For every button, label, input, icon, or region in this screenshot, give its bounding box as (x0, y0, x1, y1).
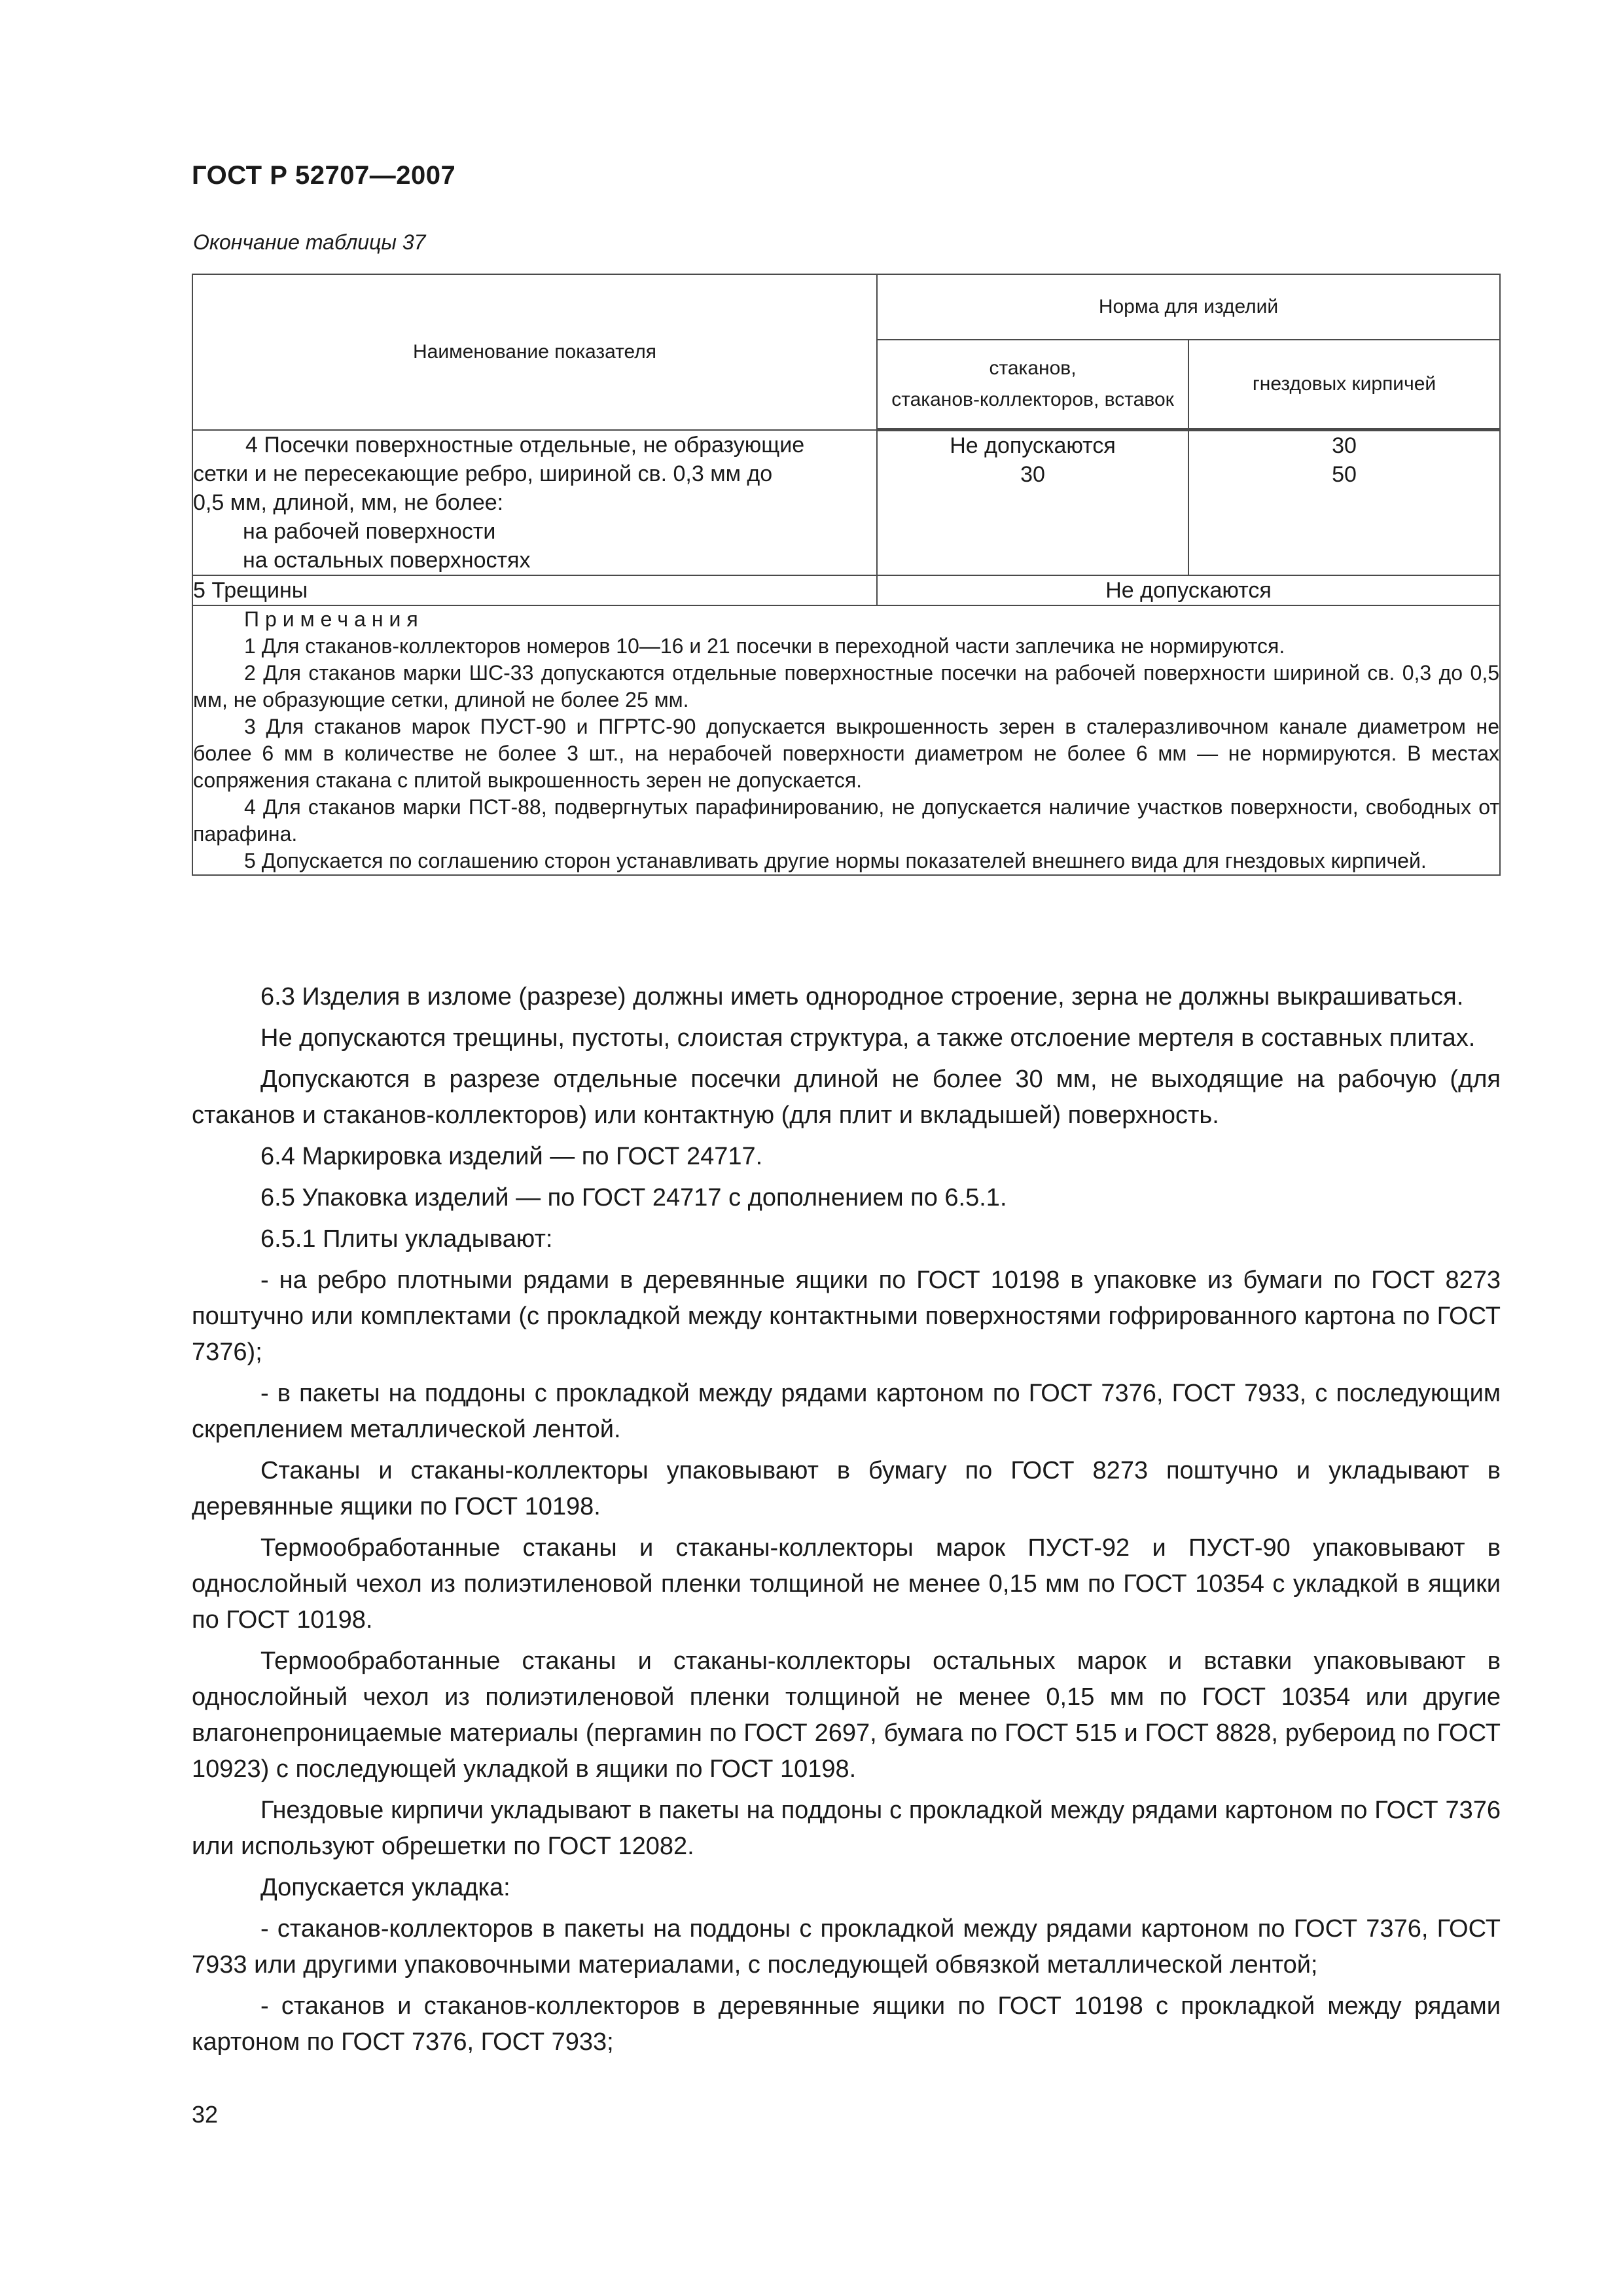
page-number: 32 (192, 2101, 219, 2128)
paragraph: 6.3 Изделия в изломе (разрезе) должны иметь однородное строение, зерна не должны выкрашиваться. (260, 983, 1464, 1011)
paragraph: Допускаются в разрезе отдельные посечки длиной не более 30 мм, не выходящие на рабочую (для стаканов и стаканов-коллекторов) или контактную (для плит и вкладышей) поверхность. (192, 1066, 1501, 1129)
paragraph: Гнездовые кирпичи укладывают в пакеты на поддоны с прокладкой между рядами картоном по ГОСТ 7376 или используют обрешетки по ГОСТ 12082. (192, 1797, 1501, 1860)
row5-value: Не допускаются (877, 575, 1500, 605)
paragraph: Термообработанные стаканы и стаканы-коллекторы марок ПУСТ-92 и ПУСТ-90 упаковывают в однослойный чехол из полиэтиленовой пленки толщиной не менее 0,15 мм по ГОСТ 10354 с укладкой в ящики по ГОСТ 10198. (192, 1534, 1501, 1634)
header-glasses (877, 340, 1188, 430)
notes-title: Примечания (244, 607, 424, 631)
header-indicator-name: Наименование показателя (192, 274, 877, 430)
row5-indicator: 5 Трещины (192, 575, 877, 605)
paragraph: Не допускаются трещины, пустоты, слоистая структура, а также отслоение мертеля в составных плитах. (260, 1024, 1476, 1052)
row4-bricks-working: 30 (1332, 433, 1357, 458)
paragraph: 6.5 Упаковка изделий — по ГОСТ 24717 с дополнением по 6.5.1. (260, 1184, 1007, 1211)
paragraph: - в пакеты на поддоны с прокладкой между рядами картоном по ГОСТ 7376, ГОСТ 7933, с последующим скреплением металлической лентой. (192, 1380, 1501, 1443)
note-item: 1 Для стаканов-коллекторов номеров 10—16 и 21 посечки в переходной части заплечика не нормируются. (244, 634, 1285, 658)
header-glasses-line2: стаканов-коллекторов, вставок (891, 389, 1174, 410)
paragraph: - стаканов и стаканов-коллекторов в деревянные ящики по ГОСТ 10198 с прокладкой между рядами картоном по ГОСТ 7376, ГОСТ 7933; (192, 1992, 1501, 2056)
paragraph: Термообработанные стаканы и стаканы-коллекторы остальных марок и вставки упаковывают в однослойный чехол из полиэтиленовой пленки толщиной не менее 0,15 мм по ГОСТ 10354 или другие влагонепроницаемые материалы (пергамин по ГОСТ 2697, бумага по ГОСТ 515 и ГОСТ 8828, рубероид по ГОСТ 10923) с последующей укладкой в ящики по ГОСТ 10198. (192, 1647, 1501, 1783)
paragraph: - стаканов-коллекторов в пакеты на поддоны с прокладкой между рядами картоном по ГОСТ 7376, ГОСТ 7933 или другими упаковочными материалами, с последующей обвязкой металлической лентой; (192, 1915, 1501, 1979)
notes-row (192, 605, 1500, 875)
table-row (192, 575, 1500, 605)
paragraph: 6.5.1 Плиты укладывают: (260, 1225, 553, 1253)
row4-line: на остальных поверхностях (243, 547, 531, 573)
note-item: 2 Для стаканов марки ШС-33 допускаются отдельные поверхностные посечки на рабочей поверхности шириной св. 0,3 до 0,5 мм, не образующие сетки, длиной не более 25 мм. (193, 660, 1499, 711)
note-item: 5 Допускается по соглашению сторон устанавливать другие нормы показателей внешнего вида для гнездовых кирпичей. (244, 848, 1427, 872)
row4-glasses-working: Не допускаются (950, 433, 1116, 458)
paragraph: Стаканы и стаканы-коллекторы упаковывают в бумагу по ГОСТ 8273 поштучно и укладывают в деревянные ящики по ГОСТ 10198. (192, 1457, 1501, 1520)
note-item: 4 Для стаканов марки ПСТ-88, подвергнутых парафинированию, не допускается наличие участков поверхности, свободных от парафина. (193, 795, 1499, 846)
row4-line: 4 Посечки поверхностные отдельные, не образующие (245, 432, 805, 457)
table-caption: Окончание таблицы 37 (193, 230, 426, 254)
table-header-row (192, 274, 1500, 340)
row4-bricks-values (1188, 430, 1500, 575)
row4-line: 0,5 мм, длиной, мм, не более: (193, 490, 504, 515)
body-text (192, 979, 1501, 2066)
row4-indicator (192, 430, 877, 575)
header-glasses-line1: стаканов, (989, 357, 1077, 379)
row4-glasses-values (877, 430, 1188, 575)
row4-line: на рабочей поверхности (243, 518, 496, 544)
paragraph: Допускается укладка: (260, 1874, 510, 1901)
row4-glasses-other: 30 (1020, 462, 1045, 487)
header-norm: Норма для изделий (877, 274, 1500, 340)
document-number: ГОСТ Р 52707—2007 (192, 161, 456, 190)
specification-table (192, 274, 1501, 876)
note-item: 3 Для стаканов марок ПУСТ-90 и ПГРТС-90 допускается выкрошенность зерен в сталеразливочном канале диаметром не более 6 мм в количестве не более 3 шт., на нерабочей поверхности диаметром не более 6 мм — не нормируются. В местах сопряжения стакана с плитой выкрошенность зерен не допускается. (193, 714, 1499, 792)
row4-bricks-other: 50 (1332, 462, 1357, 487)
paragraph: - на ребро плотными рядами в деревянные ящики по ГОСТ 10198 в упаковке из бумаги по ГОСТ 8273 поштучно или комплектами (с прокладкой между контактными поверхностями гофрированного картона по ГОСТ 7376); (192, 1266, 1501, 1366)
table-row (192, 430, 1500, 575)
table-notes (192, 605, 1500, 875)
row4-line: сетки и не пересекающие ребро, шириной св. 0,3 мм до (193, 461, 773, 486)
paragraph: 6.4 Маркировка изделий — по ГОСТ 24717. (260, 1143, 763, 1170)
header-bricks: гнездовых кирпичей (1188, 340, 1500, 430)
